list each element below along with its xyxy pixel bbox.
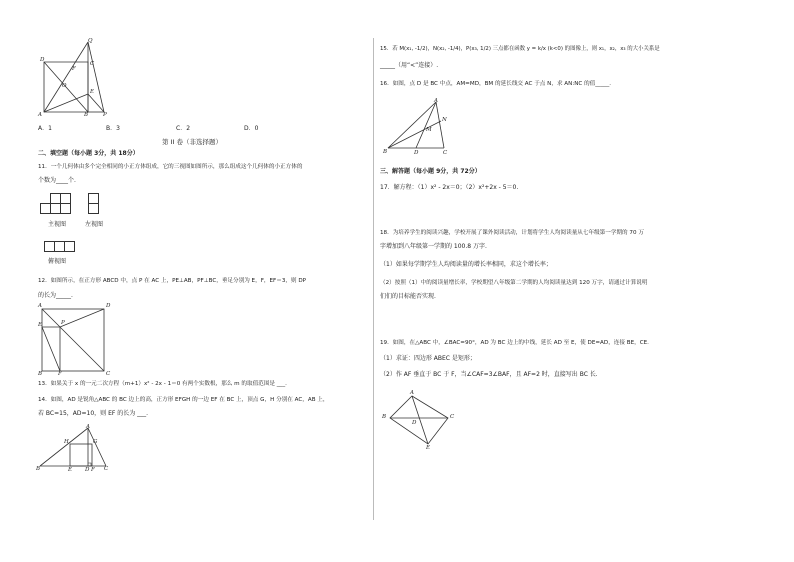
label-q12-P: P: [61, 320, 65, 326]
q18-line1: 18．为培养学生的阅读兴趣，学校开展了课外阅读活动，计划将学生人均阅读量从七年级第一学期的 70 万: [380, 230, 644, 236]
front-view-label: 主视图: [48, 221, 67, 228]
q19-line1: 19．如图，在△ABC 中，∠BAC=90°，AD 为 BC 边上的中线，延长 AD 至 E，使 DE=AD，连接 BE，CE.: [380, 340, 649, 346]
q19-sub1: （1）求证：四边形 ABEC 是矩形；: [380, 355, 476, 362]
label-O: O: [62, 83, 67, 89]
q11-line1: 11．一个几何体由多个完全相同的小正方体组成，它的三视图如图所示，那么组成这个几何体的小正方体的: [38, 164, 303, 170]
top-view-label: 俯视图: [48, 258, 67, 265]
q17: 17．解方程：（1）x² - 2x＝0；（2）x²+2x - 5＝0.: [380, 184, 519, 191]
label-q12-C: C: [106, 371, 111, 377]
label-q19-C: C: [450, 414, 455, 420]
q18-sub1: （1）如果每学期学生人均阅读量的增长率相同，求这个增长率；: [380, 261, 552, 268]
q16: 16．如图，点 D 是 BC 中点，AM=MD，BM 的延长线交 AC 于点 N，求 AN:NC 的值_____.: [380, 81, 612, 87]
q13: 13．如果关于 x 的一元二次方程（m+1）x² - 2x - 1＝0 有两个实数根，那么 m 的取值范围是 ___.: [38, 381, 287, 387]
q10-option-c: C．2: [176, 125, 191, 132]
q11-line2: 个数为____个.: [38, 177, 76, 184]
label-q12-D: D: [106, 303, 111, 309]
figure-q16: [384, 98, 454, 154]
label-q16-B: B: [383, 149, 388, 155]
label-A: A: [38, 112, 42, 118]
q10-option-a: A．1: [38, 125, 52, 132]
label-q14-G: G: [93, 439, 98, 445]
q12-line1: 12．如图所示，在正方形 ABCD 中，点 P 在 AC 上，PE⊥AB，PF⊥BC，垂足分别为 E，F，EF＝3，则 DP: [38, 278, 307, 284]
q14-line1: 14．如图，AD 是锐角△ABC 的 BC 边上的高，正方形 EFGH 的一边 EF 在 BC 上，顶点 G，H 分别在 AC，AB 上，: [38, 397, 329, 403]
label-q14-D: D: [85, 467, 90, 473]
label-q14-A: A: [86, 424, 90, 430]
q12-line2: 的长为_____.: [38, 292, 73, 299]
figure-q10: [36, 38, 116, 122]
label-q14-B: B: [36, 466, 41, 472]
figure-q12: [36, 303, 116, 377]
left-view-label: 左视图: [85, 221, 104, 228]
q14-line2: 若 BC=15，AD=10，则 EF 的长为 ___.: [38, 410, 149, 417]
label-q16-D: D: [414, 150, 419, 156]
label-q16-C: C: [443, 150, 448, 156]
label-Q: Q: [88, 38, 93, 44]
q10-option-d: D．0: [244, 125, 259, 132]
label-q19-A: A: [410, 390, 414, 396]
label-E: E: [90, 89, 95, 95]
label-q19-E: E: [426, 445, 431, 451]
label-q14-E: E: [68, 467, 73, 473]
q15-line2: _____（用“<”连接）.: [380, 62, 439, 69]
label-q19-D: D: [412, 420, 417, 426]
label-q14-C: C: [104, 466, 109, 472]
figure-q19: [384, 392, 460, 448]
label-q12-B: B: [38, 371, 43, 377]
q18-line2: 字增加到八年级第一学期的 100.8 万字.: [380, 243, 487, 250]
label-q16-A: A: [434, 98, 438, 104]
label-C: C: [90, 61, 95, 67]
label-D: D: [40, 57, 45, 63]
label-q16-N: N: [442, 117, 447, 123]
label-q12-A: A: [38, 303, 42, 309]
label-q16-M: M: [426, 127, 432, 133]
label-q14-H: H: [64, 439, 69, 445]
section2-heading: 二、填空题（每小题 3分，共 18分）: [38, 150, 139, 157]
column-divider: [373, 38, 374, 520]
q18-sub2-line2: 们们的目标能否实现.: [380, 293, 436, 300]
label-q12-E: E: [38, 322, 43, 328]
part2-title: 第 II 卷（非选择题）: [162, 138, 222, 146]
label-q19-B: B: [382, 414, 387, 420]
label-B: B: [84, 112, 89, 118]
q18-sub2-line1: （2）按照（1）中的阅读量增长率，学校期望八年级第二学期的人均阅读量达到 120 万字，请通过计算说明: [380, 280, 648, 286]
q15-line1: 15．若 M(x₁, -1/2)，N(x₂, -1/4)，P(x₃, 1/2) 三点都在函数 y = k/x (k<0) 的图像上，则 x₁，x₂，x₃ 的大小关系是: [380, 46, 660, 52]
section3-heading: 三、解答题（每小题 9分，共 72分）: [380, 168, 481, 175]
label-P: P: [103, 112, 107, 118]
q19-sub2: （2）作 AF 垂直于 BC 于 F，当∠CAF=3∠BAF，且 AF=2 时，直接写出 BC 长.: [380, 371, 598, 378]
q10-option-b: B．3: [106, 125, 120, 132]
label-q14-F: F: [91, 467, 95, 473]
label-F: F: [72, 66, 76, 72]
label-q12-F: F: [58, 371, 62, 377]
